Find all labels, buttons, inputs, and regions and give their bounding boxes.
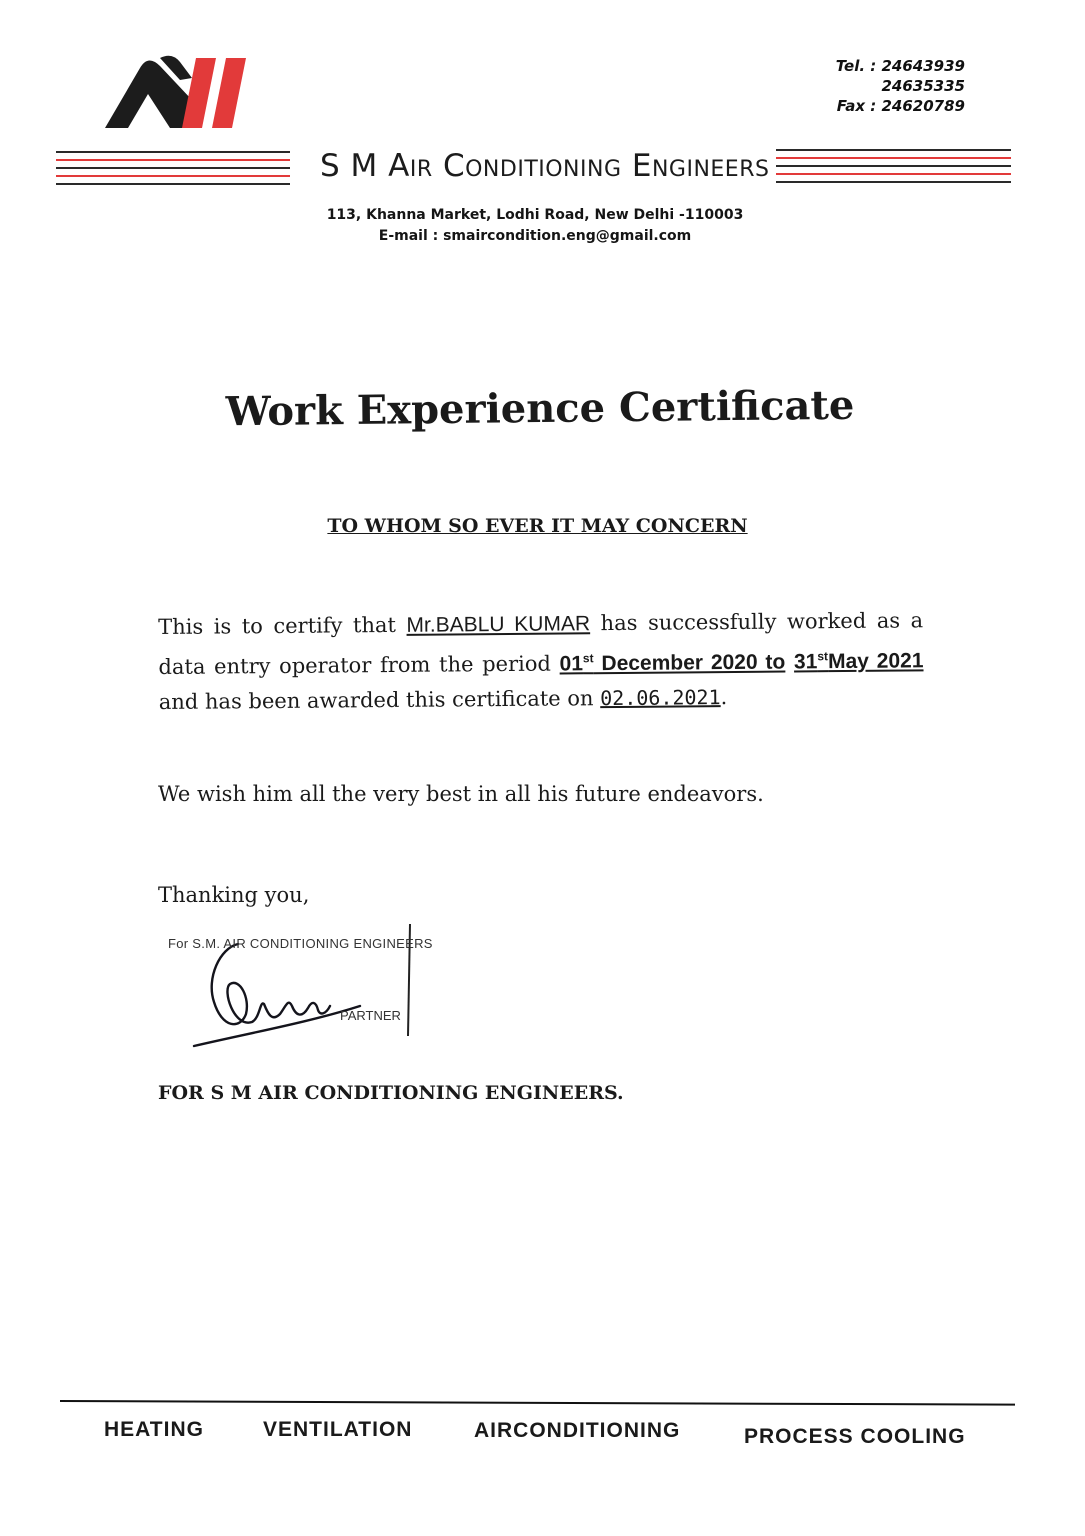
telephone-1: Tel. : 24643939 <box>835 57 965 75</box>
email-address: E-mail : smaircondition.eng@gmail.com <box>378 228 692 244</box>
decorative-stripes-left <box>56 151 290 185</box>
closing-thanks: Thanking you, <box>158 883 310 907</box>
service-ventilation: VENTILATION <box>263 1418 413 1441</box>
fax-number: Fax : 24620789 <box>836 97 965 115</box>
services-footer <box>100 1418 980 1458</box>
stamp-role: PARTNER <box>340 1008 401 1023</box>
street-address: 113, Khanna Market, Lodhi Road, New Delhi -110003 <box>326 207 744 223</box>
start-date: 01st December 2020 to <box>559 650 786 676</box>
end-date: 31stMay 2021 <box>793 649 924 674</box>
footer-divider <box>60 1400 1015 1406</box>
employee-name: Mr.BABLU KUMAR <box>406 612 591 637</box>
company-logo <box>100 48 250 133</box>
contact-block <box>836 56 965 116</box>
certificate-title: Work Experience Certificate <box>225 381 855 436</box>
closing-wish: We wish him all the very best in all his future endeavors. <box>158 782 764 806</box>
telephone-2: 24635335 <box>881 77 965 95</box>
service-process-cooling: PROCESS COOLING <box>744 1425 966 1448</box>
salutation: TO WHOM SO EVER IT MAY CONCERN <box>327 515 748 537</box>
service-heating: HEATING <box>104 1418 204 1441</box>
stamp-heading: For S.M. AIR CONDITIONING ENGINEERS <box>168 936 433 951</box>
certificate-body: This is to certify that Mr.BABLU KUMAR has successfully worked as a data entry operator from the period 01st December 2020 to 31stMay 2021 and has been awarded this certificate on 02.06.2021. <box>158 608 924 714</box>
award-date: 02.06.2021 <box>600 685 721 711</box>
decorative-stripes-right <box>776 149 1011 183</box>
service-airconditioning: AIRCONDITIONING <box>474 1419 681 1442</box>
signatory-company: FOR S M AIR CONDITIONING ENGINEERS. <box>158 1082 624 1104</box>
company-name: S M Air Conditioning Engineers <box>320 148 770 184</box>
handwritten-signature <box>194 944 360 1046</box>
company-address <box>300 205 770 247</box>
